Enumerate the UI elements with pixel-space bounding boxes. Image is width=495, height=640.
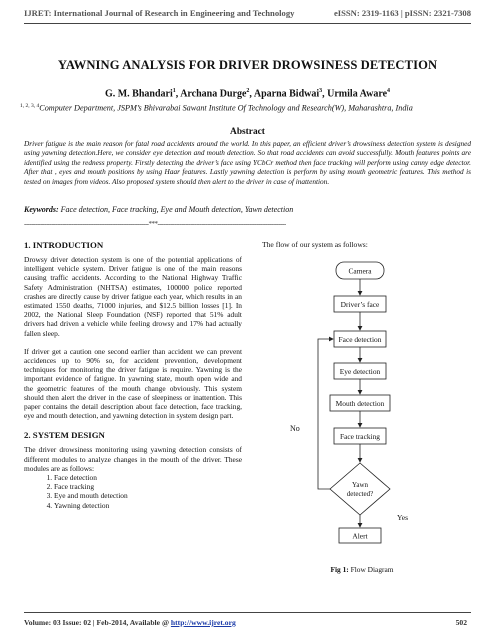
section-heading-system-design: 2. SYSTEM DESIGN — [24, 430, 105, 441]
flow-node-yawn-decision — [330, 463, 390, 515]
affiliation-text: Computer Department, JSPM’s Bhivarabai Sawant Institute Of Technology and Research(W), Maharashtra, India — [39, 103, 413, 113]
flow-label-mouth-detection: Mouth detection — [335, 399, 385, 408]
journal-name: IJRET: International Journal of Research in Engineering and Technology — [24, 8, 295, 18]
abstract-heading: Abstract — [230, 127, 265, 137]
flow-label-yes: Yes — [397, 513, 409, 522]
list-item: 1. Face detection — [54, 473, 242, 482]
flow-diagram — [262, 250, 462, 562]
flow-label-yawn: Yawn — [351, 481, 369, 489]
list-item: 2. Face tracking — [54, 482, 242, 491]
paper-title: YAWNING ANALYSIS FOR DRIVER DROWSINESS DETECTION — [57, 58, 438, 72]
page-number: 502 — [455, 618, 467, 627]
affiliation-marker: 1, 2, 3, 4 — [20, 103, 40, 109]
flow-arrow-no — [318, 339, 333, 489]
author-name: Aparna Bidwai — [253, 88, 320, 100]
figure-caption — [262, 565, 462, 574]
footer-rule — [24, 612, 471, 613]
design-paragraph: The driver drowsiness monitoring using yawning detection consists of different modules to analyze changes in the mouth of the driver. These modules are as follows: — [24, 445, 242, 473]
figure-title: Flow Diagram — [350, 565, 394, 574]
abstract-text: Driver fatigue is the main reason for fatal road accidents around the world. In this paper, an efficient driver’s drowsiness detection system is designed using yawning detection.Here, we consider eye detection and mouth detection. So that road accidents can avoid successfully. Mouth features points are identified using the redness property. Firstly detecting the driver’s face using YCbCr method then face tracking will perform using canny edge detector. After that , eyes and mouth positions by using Haar features. Lastly yawning detection is perform by using mouth geometric features. This method is tested on images from videos. Also proposed system should then alert to the driver in case of inattention. — [24, 139, 471, 186]
author-name: Urmila Aware — [327, 88, 388, 100]
flow-label-camera: Camera — [348, 266, 372, 276]
list-item: 4. Yawning detection — [54, 501, 242, 510]
module-list — [24, 473, 242, 510]
author-name: G. M. Bhandari — [104, 88, 173, 100]
journal-header — [24, 8, 471, 18]
flow-label-detected: detected? — [346, 490, 374, 498]
keywords — [24, 205, 471, 214]
section-heading-introduction: 1. INTRODUCTION — [24, 240, 104, 250]
left-column — [24, 240, 242, 510]
header-rule — [24, 23, 471, 24]
section-separator: --------------------------------------------------------------------***---------------------------------------------------------------------- — [24, 220, 286, 228]
footer-url-link[interactable]: http://www.ijret.org — [170, 618, 236, 627]
flow-label-face-detection: Face detection — [338, 335, 382, 344]
figure-label: Fig 1: — [330, 565, 349, 574]
journal-issn: eISSN: 2319-1163 | pISSN: 2321-7308 — [333, 8, 471, 18]
intro-paragraph-1: Drowsy driver detection system is one of the potential applications of intelligent vehicle system. Driver fatigue is one of the main reasons causing traffic accidents. According to the National Highway Traffic Safety Administration (NHTSA) estimates, 100000 police reported crashes are directly cause by driver fatigue each year, which results in an estimated 1550 deaths, 71000 injuries, and $12.5 billion losses [1]. In 2002, the National Sleep Foundation (NSF) reported that 51% adult drivers had driven a vehicle while feeling drowsy and 17% had actually fallen sleep. — [24, 255, 242, 338]
footer-volume: Volume: 03 Issue: 02 | Feb-2014, Available @ — [24, 618, 170, 627]
flow-label-eye-detection: Eye detection — [339, 367, 381, 376]
flow-label-drivers-face: Driver’s face — [340, 300, 380, 309]
intro-paragraph-2: If driver get a caution one second earlier than accident we can prevent accidences up to 90% so, for accident prevention, development techniques for monitoring the driver fatigue is require. Yawning is the important evidence of fatigue. In yawning state, mouth open wide and the geometric features of the mouth change obviously. This system should then alert the driver in the case of sleepiness or inattention. This paper contains the detail description about face detection, face tracking, eye and mouth detection, and yawning detection in system design part. — [24, 346, 242, 421]
flow-label-face-tracking: Face tracking — [339, 432, 381, 441]
footer — [24, 618, 471, 627]
affiliation — [20, 103, 480, 113]
author-list: G. M. Bhandari$^1$, Archana Durge$^2$, Aparna Bidwai$^3$, Urmila Aware$^4$ — [104, 88, 391, 100]
flow-intro: The flow of our system as follows: — [262, 240, 368, 249]
author-name: Archana Durge — [180, 88, 247, 100]
flow-label-no: No — [290, 424, 300, 433]
flow-label-alert: Alert — [352, 531, 368, 541]
keywords-label: Keywords: — [24, 205, 59, 214]
keywords-text: Face detection, Face tracking, Eye and Mouth detection, Yawn detection — [60, 205, 294, 214]
list-item: 3. Eye and mouth detection — [54, 491, 242, 500]
